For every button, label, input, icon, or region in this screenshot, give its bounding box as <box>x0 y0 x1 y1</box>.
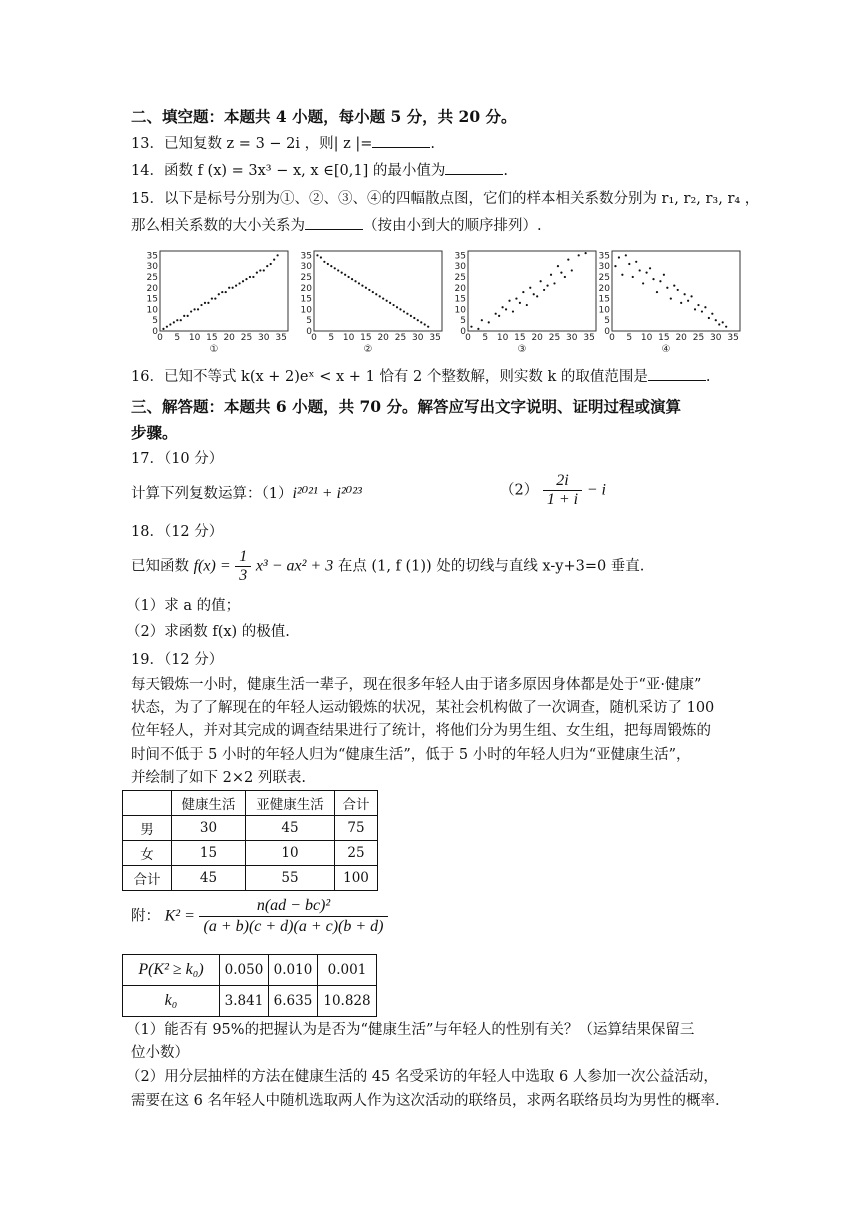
x-tick-label: 35 <box>727 333 739 343</box>
data-point <box>410 315 412 317</box>
contingency-table <box>122 790 378 891</box>
x-tick-label: 15 <box>514 333 526 343</box>
data-point <box>277 254 279 256</box>
data-point <box>344 274 346 276</box>
data-point <box>711 313 713 315</box>
question-14: 14．函数 f (x) = 3x³ − x, x ∈[0,1] 的最小值为 . <box>131 160 508 181</box>
y-tick-label: 10 <box>454 305 466 316</box>
data-point <box>505 308 507 310</box>
y-tick-label: 15 <box>146 294 158 305</box>
data-point <box>386 300 388 302</box>
data-point <box>694 308 696 310</box>
data-point <box>200 304 202 306</box>
table-row <box>123 866 378 891</box>
data-point <box>330 265 332 267</box>
data-point <box>427 326 429 328</box>
table-cell: 45 <box>172 866 246 891</box>
data-point <box>614 265 616 267</box>
data-point <box>235 284 237 286</box>
table-row <box>123 986 377 1017</box>
data-point <box>632 276 634 278</box>
data-point <box>413 317 415 319</box>
question-18-header: 18．（12 分） <box>131 524 224 540</box>
scatter-plot-4 <box>594 248 744 358</box>
y-tick-label: 25 <box>146 272 158 283</box>
data-point <box>351 278 353 280</box>
data-point <box>211 297 213 299</box>
data-point <box>379 295 381 297</box>
data-point <box>218 293 220 295</box>
data-point <box>334 267 336 269</box>
answer-blank <box>372 133 430 148</box>
data-point <box>645 272 647 274</box>
critical-value-table <box>122 954 377 1017</box>
question-19-header: 19．（12 分） <box>131 652 224 668</box>
question-19-part1-line2: 位小数） <box>131 1045 189 1061</box>
table-cell: k₀ <box>123 986 220 1017</box>
x-tick-label: 5 <box>174 333 181 343</box>
data-point <box>687 300 689 302</box>
x-tick-label: 25 <box>548 333 561 343</box>
table-cell: P(K² ≥ k₀) <box>123 955 220 986</box>
x-tick-label: 10 <box>496 333 509 343</box>
x-tick-label: 5 <box>626 333 633 343</box>
data-point <box>256 272 258 274</box>
x-tick-label: 20 <box>223 333 235 343</box>
question-15-line2: 那么相关系数的大小关系为 （按由小到大的顺序排列）. <box>131 215 542 236</box>
data-point <box>701 310 703 312</box>
data-point <box>578 254 580 256</box>
data-point <box>399 308 401 310</box>
question-19-part2-line1: （2）用分层抽样的方法在健康生活的 45 名受采访的年轻人中选取 6 人参加一次公益活动， <box>126 1069 718 1085</box>
data-point <box>361 284 363 286</box>
data-point <box>214 297 216 299</box>
scatter-plot-2 <box>296 248 446 358</box>
data-point <box>704 306 706 308</box>
data-point <box>242 280 244 282</box>
question-18-part1: （1）求 a 的值； <box>126 598 241 614</box>
y-tick-label: 20 <box>146 283 158 294</box>
y-tick-label: 25 <box>598 272 610 283</box>
x-tick-label: 0 <box>609 333 615 343</box>
plot-caption: ③ <box>517 344 527 355</box>
y-tick-label: 25 <box>300 272 312 283</box>
table-cell: 0.010 <box>269 955 318 986</box>
data-point <box>228 287 230 289</box>
y-tick-label: 15 <box>598 294 610 305</box>
table-cell: 45 <box>246 816 335 841</box>
y-tick-label: 15 <box>300 294 312 305</box>
data-point <box>642 282 644 284</box>
data-point <box>481 319 483 321</box>
table-cell: 10 <box>246 841 335 866</box>
data-point <box>382 297 384 299</box>
data-point <box>368 289 370 291</box>
plot-frame <box>160 251 288 331</box>
data-point <box>722 321 724 323</box>
data-point <box>365 287 367 289</box>
question-19-para-2: 状态，为了了解现在的年轻人运动锻炼的状况，某社会机构做了一次调查，随机采访了 100 <box>131 700 715 716</box>
x-tick-label: 25 <box>692 333 705 343</box>
data-point <box>697 304 699 306</box>
scatter-plot-1 <box>142 248 292 358</box>
question-19-part2-line2: 需要在这 6 名年轻人中随机选取两人作为这次活动的联络员，求两名联络员均为男性的概率. <box>131 1093 720 1109</box>
y-tick-label: 30 <box>598 262 610 273</box>
data-point <box>323 261 325 263</box>
data-point <box>249 276 251 278</box>
y-tick-label: 0 <box>306 327 312 337</box>
x-tick-label: 35 <box>583 333 595 343</box>
data-point <box>392 304 394 306</box>
table-cell: 25 <box>335 841 378 866</box>
data-point <box>316 254 318 256</box>
data-point <box>232 287 234 289</box>
data-point <box>536 295 538 297</box>
data-point <box>625 254 627 256</box>
data-point <box>715 319 717 321</box>
question-18-body: 已知函数 f(x) = $\frac{1}{3}$ x³ − ax² + 3 在点 (1, f (1)) 处的切线与直线 x-y+3=0 垂直. <box>131 548 645 584</box>
data-point <box>690 295 692 297</box>
x-tick-label: 25 <box>394 333 407 343</box>
data-point <box>190 310 192 312</box>
y-tick-label: 30 <box>300 262 312 273</box>
data-point <box>424 323 426 325</box>
data-point <box>180 319 182 321</box>
x-tick-label: 10 <box>188 333 201 343</box>
data-point <box>628 263 630 265</box>
table-cell: 0.050 <box>220 955 269 986</box>
data-point <box>470 326 472 328</box>
data-point <box>560 272 562 274</box>
y-tick-label: 10 <box>598 305 610 316</box>
data-point <box>666 287 668 289</box>
y-tick-label: 20 <box>598 283 610 294</box>
scatter-plot-3 <box>450 248 600 358</box>
data-point <box>337 269 339 271</box>
y-tick-label: 20 <box>454 283 466 294</box>
x-tick-label: 20 <box>377 333 389 343</box>
x-tick-label: 0 <box>157 333 163 343</box>
data-point <box>320 256 322 258</box>
question-19-para-3: 位年轻人，并对其完成的调查结果进行了统计，将他们分为男生组、女生组，把每周锻炼的 <box>131 723 711 739</box>
data-point <box>420 321 422 323</box>
data-point <box>652 278 654 280</box>
table-cell: 75 <box>335 816 378 841</box>
table-cell: 30 <box>172 816 246 841</box>
x-tick-label: 15 <box>206 333 218 343</box>
data-point <box>649 267 651 269</box>
data-point <box>252 276 254 278</box>
fraction: $\frac{1}{3}$ <box>235 548 251 585</box>
data-point <box>684 293 686 295</box>
data-point <box>169 323 171 325</box>
data-point <box>526 304 528 306</box>
y-tick-label: 5 <box>460 316 466 327</box>
question-17-header: 17．（10 分） <box>131 451 224 467</box>
data-point <box>543 289 545 291</box>
fraction: $\frac{2i}{1 + i}$ <box>543 472 582 509</box>
data-point <box>238 282 240 284</box>
section3-title-line2: 步骤。 <box>131 423 178 442</box>
question-18-part2: （2）求函数 f(x) 的极值. <box>126 624 290 640</box>
data-point <box>498 315 500 317</box>
table-row <box>123 955 377 986</box>
section2-title: 二、填空题：本题共 4 小题，每小题 5 分，共 20 分。 <box>131 107 517 126</box>
data-point <box>266 265 268 267</box>
section3-title-line1: 三、解答题：本题共 6 小题，共 70 分。解答应写出文字说明、证明过程或演算 <box>131 397 681 416</box>
data-point <box>204 302 206 304</box>
data-point <box>273 259 275 261</box>
y-tick-label: 0 <box>152 327 158 337</box>
question-19-para-5: 并绘制了如下 2×2 列联表. <box>131 770 306 786</box>
y-tick-label: 25 <box>454 272 466 283</box>
expr-1: i²⁰²¹ + i²⁰²³ <box>292 485 362 502</box>
y-tick-label: 35 <box>454 251 466 262</box>
data-point <box>546 284 548 286</box>
table-header-cell: 健康生活 <box>172 791 246 816</box>
x-tick-label: 30 <box>258 333 270 343</box>
plot-frame <box>314 251 442 331</box>
x-tick-label: 20 <box>531 333 543 343</box>
y-tick-label: 15 <box>454 294 466 305</box>
x-tick-label: 15 <box>360 333 372 343</box>
x-tick-label: 10 <box>342 333 355 343</box>
x-tick-label: 5 <box>482 333 489 343</box>
data-point <box>396 306 398 308</box>
question-17-body: 计算下列复数运算：（1）i²⁰²¹ + i²⁰²³ <box>131 485 362 502</box>
data-point <box>522 291 524 293</box>
table-header-cell <box>123 791 172 816</box>
x-tick-label: 30 <box>566 333 578 343</box>
y-tick-label: 35 <box>598 251 610 262</box>
data-point <box>501 306 503 308</box>
plot-caption: ② <box>363 344 373 355</box>
data-point <box>659 280 661 282</box>
plot-frame <box>468 251 596 331</box>
table-header-cell: 亚健康生活 <box>246 791 335 816</box>
data-point <box>725 326 727 328</box>
y-tick-label: 5 <box>604 316 610 327</box>
plot-caption: ① <box>209 344 219 355</box>
data-point <box>512 310 514 312</box>
data-point <box>183 315 185 317</box>
data-point <box>406 313 408 315</box>
data-point <box>358 282 360 284</box>
data-point <box>708 317 710 319</box>
data-point <box>515 297 517 299</box>
k-squared-formula: 附： K² = $\frac{\text{n(ad − bc)²}}{(a + b)(c + d)(a + c)(b + d)}$ <box>131 896 388 937</box>
data-point <box>533 293 535 295</box>
x-tick-label: 15 <box>658 333 670 343</box>
data-point <box>670 297 672 299</box>
table-row <box>123 841 378 866</box>
x-tick-label: 0 <box>465 333 471 343</box>
table-header-cell: 合计 <box>335 791 378 816</box>
y-tick-label: 35 <box>300 251 312 262</box>
data-point <box>225 291 227 293</box>
question-19-para-4: 时间不低于 5 小时的年轻人归为“健康生活”，低于 5 小时的年轻人归为“亚健康生活”， <box>131 747 691 763</box>
table-cell: 10.828 <box>318 986 377 1017</box>
table-cell: 女 <box>123 841 172 866</box>
fraction: $\frac{\text{n(ad − bc)²}}{(a + b)(c + d)(a + c)(b + d)}$ <box>199 896 387 937</box>
question-17-part2: （2） $\frac{2i}{1 + i}$ − i <box>500 472 606 508</box>
question-19-part1-line1: （1）能否有 95%的把握认为是否为“健康生活”与年轻人的性别有关？（运算结果保留三 <box>126 1022 695 1038</box>
y-tick-label: 30 <box>454 262 466 273</box>
data-point <box>221 291 223 293</box>
table-cell: 15 <box>172 841 246 866</box>
data-point <box>162 328 164 330</box>
x-tick-label: 30 <box>710 333 722 343</box>
x-tick-label: 5 <box>328 333 335 343</box>
y-tick-label: 5 <box>152 316 158 327</box>
answer-blank <box>305 215 363 230</box>
data-point <box>327 263 329 265</box>
y-tick-label: 10 <box>300 305 312 316</box>
data-point <box>372 291 374 293</box>
data-point <box>529 287 531 289</box>
x-tick-label: 35 <box>429 333 441 343</box>
table-row <box>123 816 378 841</box>
data-point <box>166 326 168 328</box>
data-point <box>519 302 521 304</box>
data-point <box>618 256 620 258</box>
x-tick-label: 25 <box>240 333 253 343</box>
y-tick-label: 30 <box>146 262 158 273</box>
data-point <box>477 328 479 330</box>
data-point <box>635 261 637 263</box>
data-point <box>557 265 559 267</box>
data-point <box>193 308 195 310</box>
data-point <box>540 280 542 282</box>
table-cell: 合计 <box>123 866 172 891</box>
data-point <box>639 269 641 271</box>
data-point <box>663 274 665 276</box>
data-point <box>680 302 682 304</box>
data-point <box>495 313 497 315</box>
question-15-line1: 15．以下是标号分别为①、②、③、④的四幅散点图，它们的样本相关系数分别为 r₁, r₂, r₃, r₄ ， <box>131 191 760 207</box>
data-point <box>564 276 566 278</box>
data-point <box>567 259 569 261</box>
y-tick-label: 20 <box>300 283 312 294</box>
data-point <box>187 315 189 317</box>
x-tick-label: 30 <box>412 333 424 343</box>
data-point <box>656 291 658 293</box>
x-tick-label: 0 <box>311 333 317 343</box>
x-tick-label: 35 <box>275 333 287 343</box>
data-point <box>270 263 272 265</box>
y-tick-label: 35 <box>146 251 158 262</box>
data-point <box>673 284 675 286</box>
y-tick-label: 5 <box>306 316 312 327</box>
table-cell: 6.635 <box>269 986 318 1017</box>
table-cell: 55 <box>246 866 335 891</box>
data-point <box>621 274 623 276</box>
table-cell: 男 <box>123 816 172 841</box>
table-cell: 3.841 <box>220 986 269 1017</box>
data-point <box>718 323 720 325</box>
answer-blank <box>648 366 706 381</box>
data-point <box>341 272 343 274</box>
data-point <box>403 310 405 312</box>
data-point <box>176 319 178 321</box>
data-point <box>259 269 261 271</box>
plot-caption: ④ <box>661 344 671 355</box>
data-point <box>197 308 199 310</box>
data-point <box>571 269 573 271</box>
data-point <box>245 278 247 280</box>
data-point <box>553 282 555 284</box>
data-point <box>550 274 552 276</box>
x-tick-label: 20 <box>675 333 687 343</box>
data-point <box>508 300 510 302</box>
data-point <box>207 302 209 304</box>
data-point <box>417 319 419 321</box>
question-13: 13．已知复数 z = 3 − 2i ，则| z |= . <box>131 133 435 154</box>
data-point <box>389 302 391 304</box>
data-point <box>375 293 377 295</box>
question-19-para-1: 每天锻炼一小时，健康生活一辈子，现在很多年轻人由于诸多原因身体都是处于“亚·健康” <box>131 677 702 693</box>
data-point <box>585 252 587 254</box>
data-point <box>173 321 175 323</box>
data-point <box>263 269 265 271</box>
x-tick-label: 10 <box>640 333 653 343</box>
data-point <box>347 276 349 278</box>
table-cell: 100 <box>335 866 378 891</box>
plot-frame <box>612 251 740 331</box>
y-tick-label: 0 <box>460 327 466 337</box>
table-cell: 0.001 <box>318 955 377 986</box>
question-16: 16．已知不等式 k(x + 2)eˣ < x + 1 恰有 2 个整数解，则实数 k 的取值范围是 . <box>131 366 710 387</box>
y-tick-label: 10 <box>146 305 158 316</box>
data-point <box>677 289 679 291</box>
y-tick-label: 0 <box>604 327 610 337</box>
data-point <box>354 280 356 282</box>
answer-blank <box>445 160 503 175</box>
data-point <box>488 321 490 323</box>
